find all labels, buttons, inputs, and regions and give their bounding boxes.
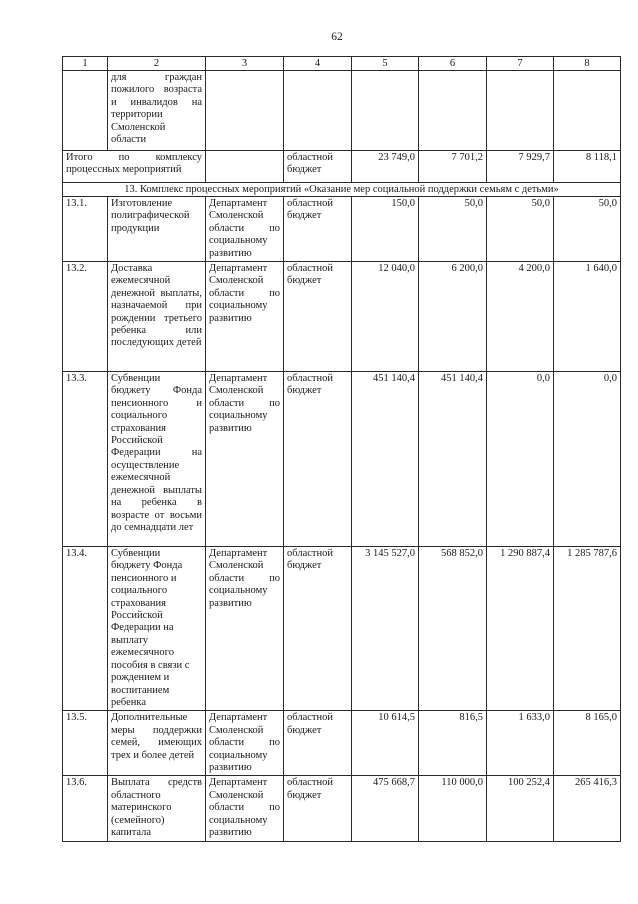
section-title: 13. Комплекс процессных мероприятий «Оказание мер социальной поддержки семьям с детьми»: [63, 183, 621, 197]
value-cell: 8 118,1: [554, 151, 621, 183]
value-cell: 50,0: [554, 197, 621, 262]
value-cell: 100 252,4: [487, 776, 554, 842]
table-row: [63, 372, 621, 547]
table-row: [63, 547, 621, 711]
value-cell: 12 040,0: [352, 262, 419, 372]
value-cell: 150,0: [352, 197, 419, 262]
program-table: [62, 56, 621, 842]
table-row: [63, 262, 621, 372]
value-cell: 50,0: [487, 197, 554, 262]
column-header: 2: [108, 57, 206, 71]
continuation-row: [63, 71, 621, 151]
executor-cell: Департамент Смоленской области по социальному развитию: [206, 711, 284, 776]
section-header-row: [63, 183, 621, 197]
row-number-cell: 13.3.: [63, 372, 108, 547]
value-cell: 4 200,0: [487, 262, 554, 372]
value-cell: [352, 71, 419, 151]
value-cell: 568 852,0: [419, 547, 487, 711]
value-cell: 6 200,0: [419, 262, 487, 372]
measure-name-cell: Дополнительные меры поддержки семей, имеющих трех и более детей: [108, 711, 206, 776]
measure-name-cell: Изготовление полиграфической продукции: [108, 197, 206, 262]
value-cell: 0,0: [487, 372, 554, 547]
source-cell: областной бюджет: [284, 547, 352, 711]
source-cell: областной бюджет: [284, 197, 352, 262]
source-cell: областной бюджет: [284, 151, 352, 183]
table-row: [63, 711, 621, 776]
column-header: 7: [487, 57, 554, 71]
value-cell: [487, 71, 554, 151]
value-cell: 8 165,0: [554, 711, 621, 776]
source-cell: областной бюджет: [284, 372, 352, 547]
value-cell: 265 416,3: [554, 776, 621, 842]
measure-name-cell: Субвенции бюджету Фонда пенсионного и социального страхования Российской Федерации на осуществление ежемесячной денежной выплаты на ребенка в возрасте от восьми до семнадцати лет: [108, 372, 206, 547]
value-cell: 50,0: [419, 197, 487, 262]
row-number-cell: [63, 71, 108, 151]
total-label: Итого по комплексу процессных мероприятий: [63, 151, 206, 183]
value-cell: 451 140,4: [419, 372, 487, 547]
executor-cell: [206, 151, 284, 183]
column-number-row: [63, 57, 621, 71]
source-cell: областной бюджет: [284, 262, 352, 372]
executor-cell: Департамент Смоленской области по социальному развитию: [206, 197, 284, 262]
value-cell: 1 633,0: [487, 711, 554, 776]
value-cell: 7 701,2: [419, 151, 487, 183]
column-header: 3: [206, 57, 284, 71]
value-cell: 23 749,0: [352, 151, 419, 183]
row-number-cell: 13.6.: [63, 776, 108, 842]
value-cell: 451 140,4: [352, 372, 419, 547]
value-cell: 1 290 887,4: [487, 547, 554, 711]
column-header: 8: [554, 57, 621, 71]
value-cell: [419, 71, 487, 151]
page-number: 62: [331, 31, 343, 43]
row-number-cell: 13.5.: [63, 711, 108, 776]
source-cell: областной бюджет: [284, 711, 352, 776]
value-cell: 475 668,7: [352, 776, 419, 842]
measure-name-cell: для граждан пожилого возраста и инвалидов на территории Смоленской области: [108, 71, 206, 151]
measure-name-cell: Субвенции бюджету Фонда пенсионного и социального страхования Российской Федерации на выплату ежемесячного пособия в связи с рождением и воспитанием ребенка: [108, 547, 206, 711]
column-header: 1: [63, 57, 108, 71]
value-cell: 10 614,5: [352, 711, 419, 776]
value-cell: [554, 71, 621, 151]
value-cell: 1 285 787,6: [554, 547, 621, 711]
source-cell: [284, 71, 352, 151]
executor-cell: [206, 71, 284, 151]
table-row: [63, 197, 621, 262]
row-number-cell: 13.2.: [63, 262, 108, 372]
row-number-cell: 13.1.: [63, 197, 108, 262]
executor-cell: Департамент Смоленской области по социальному развитию: [206, 776, 284, 842]
column-header: 6: [419, 57, 487, 71]
executor-cell: Департамент Смоленской области по социальному развитию: [206, 262, 284, 372]
column-header: 5: [352, 57, 419, 71]
value-cell: 0,0: [554, 372, 621, 547]
value-cell: 3 145 527,0: [352, 547, 419, 711]
value-cell: 110 000,0: [419, 776, 487, 842]
measure-name-cell: Доставка ежемесячной денежной выплаты, назначаемой при рождении третьего ребенка или последующих детей: [108, 262, 206, 372]
executor-cell: Департамент Смоленской области по социальному развитию: [206, 547, 284, 711]
value-cell: 1 640,0: [554, 262, 621, 372]
value-cell: 816,5: [419, 711, 487, 776]
row-number-cell: 13.4.: [63, 547, 108, 711]
value-cell: 7 929,7: [487, 151, 554, 183]
measure-name-cell: Выплата средств областного материнского (семейного) капитала: [108, 776, 206, 842]
executor-cell: Департамент Смоленской области по социальному развитию: [206, 372, 284, 547]
total-row: [63, 151, 621, 183]
source-cell: областной бюджет: [284, 776, 352, 842]
table-row: [63, 776, 621, 842]
column-header: 4: [284, 57, 352, 71]
